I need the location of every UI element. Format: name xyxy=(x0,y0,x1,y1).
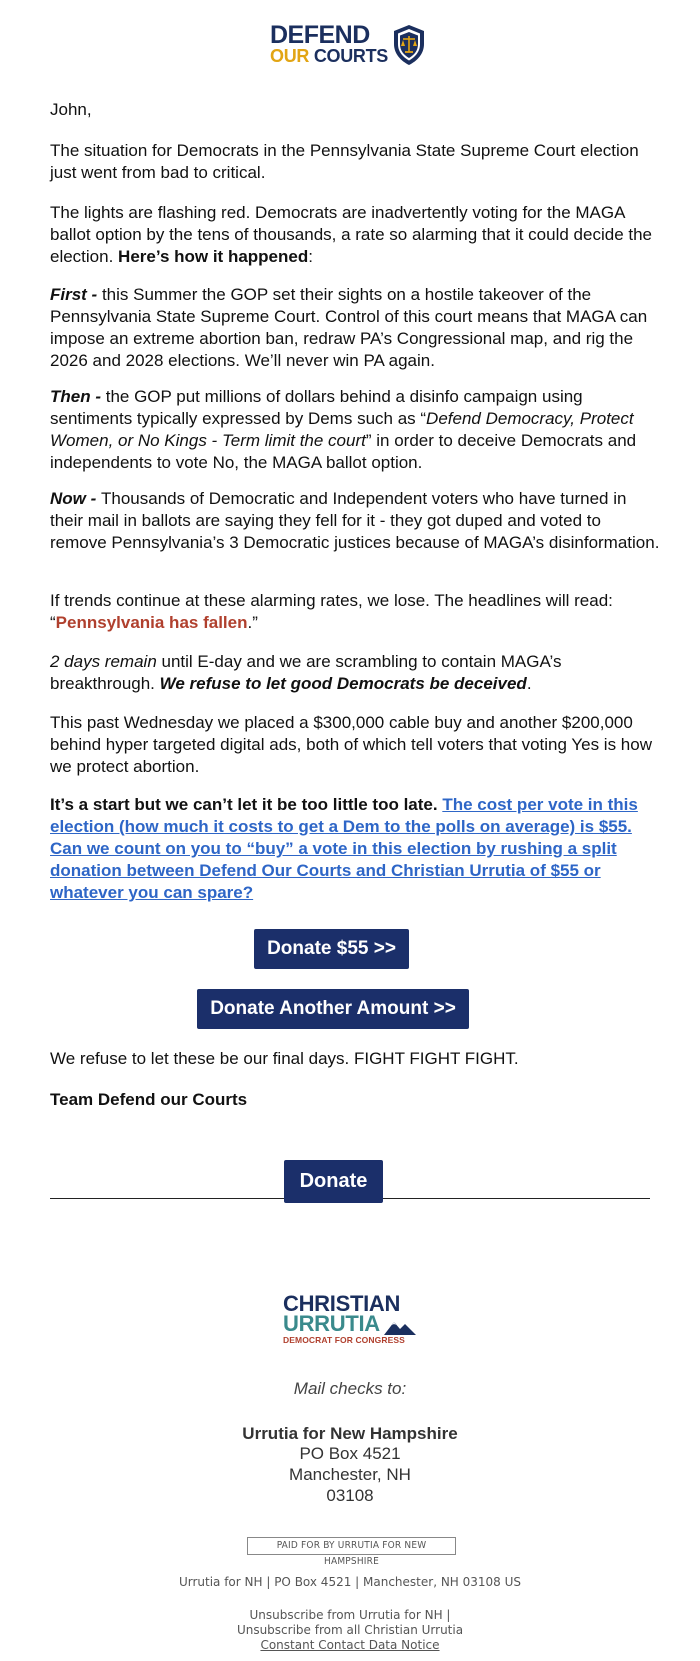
p7-text: until E-day and we are scrambling to contain MAGA’s breakthrough. xyxy=(50,652,562,693)
paid-for-disclaimer: PAID FOR BY URRUTIA FOR NEW HAMPSHIRE xyxy=(247,1537,456,1555)
p2-bold: Here’s how it happened xyxy=(118,247,309,266)
p3-lead: First - xyxy=(50,285,102,304)
p4-lead: Then - xyxy=(50,387,106,406)
address-line-3: 03108 xyxy=(326,1486,374,1505)
logo-line2 xyxy=(270,46,388,66)
donate-another-amount-button[interactable]: Donate Another Amount >> xyxy=(197,989,469,1029)
mountain-icon xyxy=(384,1319,416,1335)
p5-text: Thousands of Democratic and Independent voters who have turned in their mail in ballots are saying they fell for it - they got duped and voted to remove Pennsylvania’s 3 Democratic justices because of MAGA’s disinformation. xyxy=(50,489,660,552)
unsubscribe-row-2 xyxy=(0,1623,700,1637)
logo-courts: COURTS xyxy=(313,46,389,66)
unsubscribe-row-1 xyxy=(0,1608,700,1622)
logo-our: OUR xyxy=(270,46,310,66)
p4-text-a: the GOP put millions of dollars behind a disinfo campaign using sentiments typically expressed by Dems such as “ xyxy=(50,387,583,428)
unsubscribe-org-link[interactable]: Unsubscribe from Urrutia for NH | xyxy=(249,1608,451,1622)
candidate-logo-tagline: DEMOCRAT FOR CONGRESS xyxy=(283,1335,405,1345)
paragraph-1: The situation for Democrats in the Pennsylvania State Supreme Court election just went from bad to critical. xyxy=(50,141,639,182)
paragraph-5 xyxy=(50,488,660,554)
candidate-logo-line1: CHRISTIAN xyxy=(283,1291,401,1316)
donate-appeal-link[interactable]: The cost per vote in this election (how much it costs to get a Dem to the polls on average) is $55. Can we count on you to “buy” a vote in this election by rushing a split donation between Defend Our Courts and Christian Urrutia of $55 or whatever you can spare? xyxy=(50,795,638,902)
data-notice-link[interactable]: Constant Contact Data Notice xyxy=(260,1638,440,1652)
paragraph-2 xyxy=(50,202,660,268)
donate-button[interactable]: Donate xyxy=(284,1160,383,1203)
paragraph-3 xyxy=(50,284,660,372)
paragraph-9 xyxy=(50,794,660,904)
unsubscribe-all-link[interactable]: Unsubscribe from all Christian Urrutia xyxy=(236,1623,464,1637)
greeting: John, xyxy=(50,100,92,119)
p6-text: If trends continue at these alarming rates, we lose. The headlines will read: “ xyxy=(50,591,613,632)
p2-text: The lights are flashing red. Democrats are inadvertently voting for the MAGA ballot option by the tens of thousands, a rate so alarming that it could decide the election. xyxy=(50,203,652,266)
address-name: Urrutia for New Hampshire xyxy=(242,1424,458,1443)
logo-line1: DEFEND xyxy=(270,21,370,49)
paragraph-4 xyxy=(50,386,660,474)
p7-italic: 2 days remain xyxy=(50,652,157,671)
address-line-2: Manchester, NH xyxy=(289,1465,411,1484)
closing-line: We refuse to let these be our final days. FIGHT FIGHT FIGHT. xyxy=(50,1049,519,1068)
christian-urrutia-logo xyxy=(280,1293,420,1349)
signature: Team Defend our Courts xyxy=(50,1090,248,1109)
p4-text-b: ” in order to deceive Democrats and independents to vote No, the MAGA ballot option. xyxy=(50,431,637,472)
defend-our-courts-logo xyxy=(270,22,430,72)
p3-text: this Summer the GOP set their sights on a hostile takeover of the Pennsylvania State Supreme Court. Control of this court means that MAGA can impose an extreme abortion ban, redraw PA’s Congressional map, and rig the 2026 and 2028 elections. We’ll never win PA again. xyxy=(50,285,648,370)
p2-end: : xyxy=(308,247,313,266)
donate-55-button[interactable]: Donate $55 >> xyxy=(254,929,409,969)
p4-italic: Defend Democracy, Protect Women, or No Kings - Term limit the court xyxy=(50,409,634,450)
p7-end: . xyxy=(526,674,532,693)
p5-lead: Now - xyxy=(50,489,101,508)
paragraph-6 xyxy=(50,590,660,634)
p6-red: Pennsylvania has fallen xyxy=(55,613,248,632)
p6-end: .” xyxy=(247,613,258,632)
paragraph-7 xyxy=(50,651,660,695)
mail-checks-label: Mail checks to: xyxy=(293,1379,407,1398)
candidate-logo-line2: URRUTIA xyxy=(283,1311,380,1336)
p9-bold: It’s a start but we can’t let it be too little too late. xyxy=(50,795,443,814)
paragraph-8: This past Wednesday we placed a $300,000 cable buy and another $200,000 behind hyper targeted digital ads, both of which tell voters that voting Yes is how we protect abortion. xyxy=(50,713,652,776)
shield-scales-icon xyxy=(392,24,426,66)
address-line-1: PO Box 4521 xyxy=(299,1444,401,1463)
p7-bolditalic: We refuse to let good Democrats be deceived xyxy=(159,674,527,693)
data-notice-row xyxy=(0,1638,700,1652)
org-address-line: Urrutia for NH | PO Box 4521 | Manchester, NH 03108 US xyxy=(178,1575,522,1589)
